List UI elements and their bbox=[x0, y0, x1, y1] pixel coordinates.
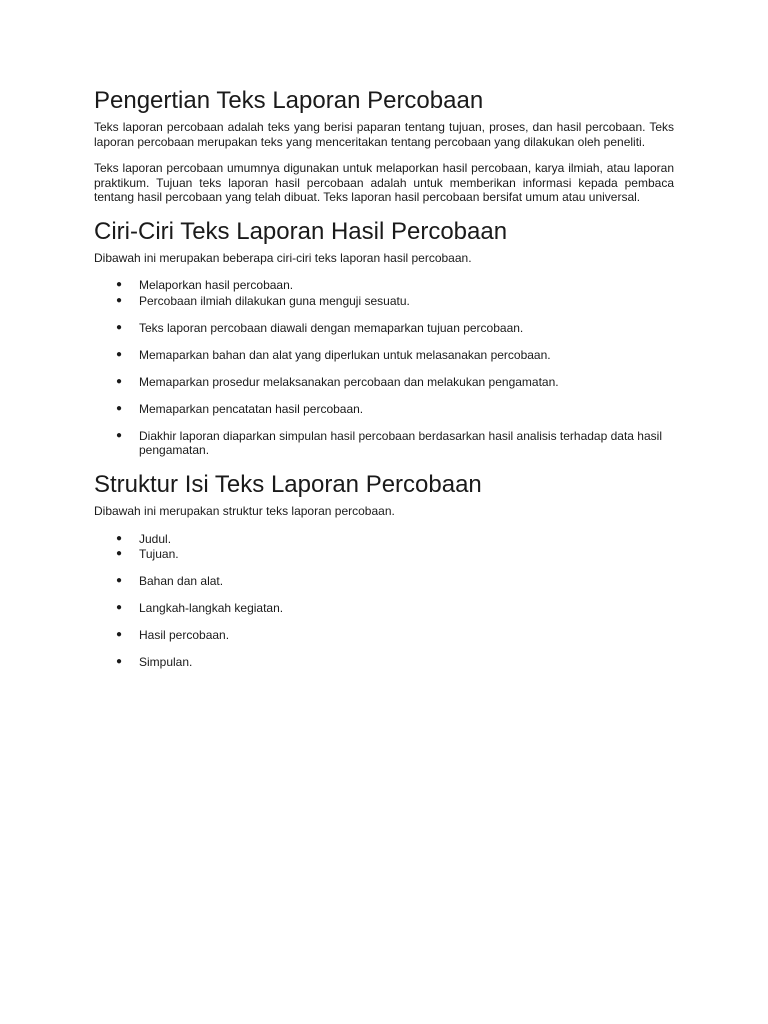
document-page bbox=[94, 86, 674, 682]
ciri-intro: Dibawah ini merupakan beberapa ciri-ciri teks laporan hasil percobaan. bbox=[94, 250, 472, 265]
bullet-icon: ● bbox=[116, 279, 123, 290]
bullet-icon: ● bbox=[116, 348, 123, 360]
ciri-list bbox=[94, 278, 674, 458]
bullet-icon: ● bbox=[116, 656, 123, 667]
struktur-list bbox=[94, 532, 674, 670]
bullet-icon: ● bbox=[116, 294, 123, 306]
list-item: ● Bahan dan alat. bbox=[116, 574, 224, 588]
list-item: ● Memaparkan pencatatan hasil percobaan. bbox=[116, 401, 364, 416]
paragraph-definition: Teks laporan percobaan adalah teks yang berisi paparan tentang tujuan, proses, dan hasil percobaan. Teks laporan percobaan merupakan teks yang menceritakan tentang percobaan yang dilakukan oleh peneliti. bbox=[94, 120, 674, 149]
bullet-icon: ● bbox=[116, 575, 123, 586]
list-item: ● Teks laporan percobaan diawali dengan memaparkan tujuan percobaan. bbox=[116, 320, 524, 335]
bullet-icon: ● bbox=[116, 548, 123, 559]
struktur-intro: Dibawah ini merupakan struktur teks laporan percobaan. bbox=[94, 504, 395, 518]
bullet-icon: ● bbox=[116, 429, 123, 441]
bullet-icon: ● bbox=[116, 629, 123, 640]
list-item: ● Percobaan ilmiah dilakukan guna menguji sesuatu. bbox=[116, 293, 410, 308]
list-item: ● Memaparkan prosedur melaksanakan percobaan dan melakukan pengamatan. bbox=[116, 374, 559, 389]
paragraph-usage: Teks laporan percobaan umumnya digunakan untuk melaporkan hasil percobaan, karya ilmiah, atau laporan praktikum. Tujuan teks laporan hasil percobaan adalah untuk memberikan informasi kepada pembaca tentang hasil percobaan yang telah dibuat. Teks laporan hasil percobaan bersifat umum atau universal. bbox=[94, 161, 674, 204]
list-item: ● Judul. bbox=[116, 531, 172, 546]
bullet-icon: ● bbox=[116, 402, 123, 414]
list-item: ● Memaparkan bahan dan alat yang diperlukan untuk melasanakan percobaan. bbox=[116, 347, 551, 362]
list-item: ● Tujuan. bbox=[116, 547, 179, 561]
heading-ciri-ciri: Ciri-Ciri Teks Laporan Hasil Percobaan bbox=[94, 217, 508, 245]
list-item: ● Melaporkan hasil percobaan. bbox=[116, 278, 294, 292]
heading-pengertian: Pengertian Teks Laporan Percobaan bbox=[94, 87, 484, 114]
list-item: ● Diakhir laporan diaparkan simpulan hasil percobaan berdasarkan hasil analisis terhadap data hasil pengamatan. bbox=[116, 428, 662, 457]
heading-struktur: Struktur Isi Teks Laporan Percobaan bbox=[94, 471, 482, 498]
bullet-icon: ● bbox=[116, 375, 123, 387]
list-item: ● Hasil percobaan. bbox=[116, 628, 230, 642]
bullet-icon: ● bbox=[116, 321, 123, 333]
bullet-icon: ● bbox=[116, 602, 123, 613]
list-item: ● Simpulan. bbox=[116, 655, 193, 669]
list-item: ● Langkah-langkah kegiatan. bbox=[116, 601, 284, 615]
bullet-icon: ● bbox=[116, 532, 123, 544]
